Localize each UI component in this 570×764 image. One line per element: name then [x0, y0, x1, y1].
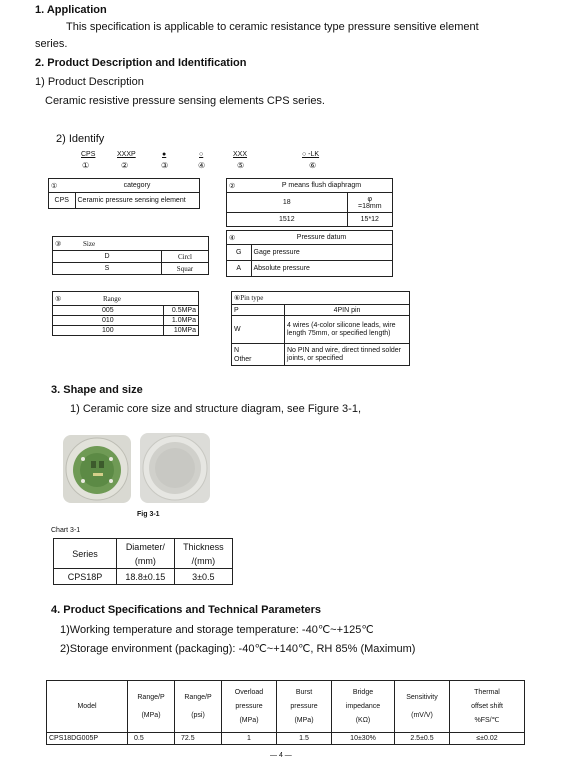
code-part-4: ○ [199, 151, 204, 158]
datum-desc-a: Absolute pressure [251, 261, 393, 277]
range-value: 1.0MPa [163, 316, 198, 326]
core-size-header-thickness [174, 539, 232, 569]
overload-label-1: Overload [234, 688, 264, 696]
pin-code-p: P [232, 305, 285, 316]
spec-sensitivity-value: 2.5±0.5 [395, 733, 450, 745]
section-3-subtext: 1) Ceramic core size and structure diagram, see Figure 3-1, [70, 403, 362, 415]
spec-overload-value: 1 [222, 733, 277, 745]
spec-header-range-psi [175, 681, 222, 733]
size-desc-d: Circl [161, 251, 208, 263]
bridge-label-1: Bridge [352, 688, 374, 696]
diaphragm-size-18: 18 [227, 193, 348, 213]
spec-header-model: Model [47, 681, 128, 733]
ceramic-core-photo-back [140, 433, 210, 503]
section-1-text: This specification is applicable to ceramic resistance type pressure sensitive element [66, 21, 479, 33]
chart-caption: Chart 3-1 [51, 527, 81, 534]
spec-header-bridge [332, 681, 395, 733]
overload-unit: (MPa) [239, 716, 259, 724]
spec-header-range-mpa [128, 681, 175, 733]
size-code-d: D [53, 251, 162, 263]
spec-thermal-value: ≤±0.02 [450, 733, 525, 745]
code-number-4: ④ [198, 161, 206, 170]
diaphragm-desc-1512: 15*12 [347, 213, 392, 227]
pin-code-n-label: N [234, 346, 240, 354]
spec-header-thermal [450, 681, 525, 733]
diaphragm-table-num: ② [227, 179, 252, 193]
thermal-unit: %FS/℃ [474, 716, 500, 724]
range-value: 0.5MPa [163, 306, 198, 316]
datum-desc-g: Gage pressure [251, 245, 393, 261]
thermal-label-2: offset shift [471, 702, 503, 710]
code-number-2: ② [121, 161, 129, 170]
range-psi-label: Range/P [184, 693, 212, 701]
datum-code-g: G [227, 245, 252, 261]
pin-desc-w: 4 wires (4-color silicone leads, wire length 75mm, or specified length) [285, 316, 410, 344]
code-number-1: ① [82, 161, 90, 170]
range-psi-unit: (psi) [191, 711, 205, 719]
page-number: — 4 — [270, 752, 292, 759]
core-size-thickness-value: 3±0.5 [174, 569, 232, 585]
core-size-header-series: Series [54, 539, 117, 569]
size-table-header: Size [81, 237, 209, 251]
code-number-6: ⑥ [309, 161, 317, 170]
category-table-header: category [75, 179, 200, 193]
diameter-unit: (mm) [134, 555, 156, 566]
ceramic-core-front-image [63, 435, 131, 503]
working-temperature-text: 1)Working temperature and storage temperature: -40℃~+125℃ [60, 624, 374, 636]
spec-burst-value: 1.5 [277, 733, 332, 745]
burst-unit: (MPa) [294, 716, 314, 724]
spec-range-psi-value: 72.5 [175, 733, 222, 745]
range-value: 10MPa [163, 326, 198, 336]
ceramic-core-photo-front [63, 435, 131, 503]
pin-desc-p: 4PIN pin [285, 305, 410, 316]
datum-code-a: A [227, 261, 252, 277]
pin-type-header: ⑥Pin type [232, 292, 410, 305]
category-name-cell: Ceramic pressure sensing element [75, 193, 200, 209]
diaphragm-table [226, 178, 393, 227]
product-description-text: Ceramic resistive pressure sensing elements CPS series. [45, 95, 325, 107]
range-code: 005 [53, 306, 164, 316]
pin-type-table [231, 291, 410, 366]
size-table [52, 236, 209, 275]
table-row [47, 733, 525, 745]
code-part-6: ○ -LK [302, 151, 320, 158]
spec-range-mpa-value: 0.5 [128, 733, 175, 745]
thermal-label-1: Thermal [474, 688, 500, 696]
code-part-3: ● [162, 151, 167, 158]
diaphragm-desc-18 [347, 193, 392, 213]
specification-table [46, 680, 525, 745]
range-row [53, 326, 199, 336]
category-code-cell: CPS [49, 193, 76, 209]
range-row [53, 316, 199, 326]
thickness-unit: /(mm) [191, 555, 216, 566]
range-mpa-unit: (MPa) [141, 711, 161, 719]
storage-environment-text: 2)Storage environment (packaging): -40℃~+140℃, RH 85% (Maximum) [60, 643, 416, 655]
range-row [53, 306, 199, 316]
burst-label-2: pressure [290, 702, 318, 710]
identify-subheading: 2) Identify [56, 133, 105, 145]
pin-code-n [232, 344, 285, 366]
code-part-5: XXX [233, 151, 248, 158]
range-table-num: ⑤ [53, 292, 76, 306]
spec-bridge-value: 10±30% [332, 733, 395, 745]
code-number-5: ⑤ [237, 161, 245, 170]
diaphragm-table-header: P means flush diaphragm [251, 179, 393, 193]
overload-label-2: pressure [235, 702, 263, 710]
size-desc-s: Squar [161, 263, 208, 275]
diaphragm-size-1512: 1512 [227, 213, 348, 227]
spec-header-overload [222, 681, 277, 733]
range-code: 100 [53, 326, 164, 336]
product-description-subheading: 1) Product Description [35, 76, 144, 88]
figure-caption: Fig 3-1 [137, 511, 160, 518]
section-3-heading: 3. Shape and size [51, 384, 143, 396]
section-1-text-cont: series. [35, 38, 68, 50]
range-table-header: Range [75, 292, 199, 306]
burst-label-1: Burst [295, 688, 313, 696]
core-size-table [53, 538, 233, 585]
sensitivity-unit: (mV/V) [411, 711, 433, 719]
bridge-unit: (KΩ) [355, 716, 371, 724]
pin-code-other-label: Other [234, 355, 252, 363]
sensitivity-label: Sensitivity [406, 693, 438, 701]
diaphragm-desc-18-text: =18mm [358, 202, 382, 210]
size-table-num: ③ [53, 237, 82, 251]
diameter-label: Diameter/ [125, 541, 165, 552]
spec-header-burst [277, 681, 332, 733]
core-size-series-value: CPS18P [54, 569, 117, 585]
thickness-label: Thickness [183, 541, 224, 552]
bridge-label-2: impedance [345, 702, 381, 710]
range-mpa-label: Range/P [137, 693, 165, 701]
datum-table-header: Pressure datum [251, 231, 393, 245]
spec-model-value: CPS18DG005P [47, 733, 128, 745]
core-size-header-diameter [117, 539, 175, 569]
pin-code-w: W [232, 316, 285, 344]
size-code-s: S [53, 263, 162, 275]
phi-symbol: φ [367, 195, 373, 203]
range-code: 010 [53, 316, 164, 326]
range-table [52, 291, 199, 336]
section-2-heading: 2. Product Description and Identification [35, 57, 247, 69]
section-1-heading: 1. Application [35, 4, 107, 16]
core-size-diameter-value: 18.8±0.15 [117, 569, 175, 585]
code-number-3: ③ [161, 161, 169, 170]
section-4-heading: 4. Product Specifications and Technical Parameters [51, 604, 321, 616]
code-part-2: XXXP [117, 151, 136, 158]
ceramic-core-back-image [140, 433, 210, 503]
pressure-datum-table [226, 230, 393, 277]
pin-desc-n: No PIN and wire, direct tinned solder joints, or specified [285, 344, 410, 366]
spec-header-sensitivity [395, 681, 450, 733]
datum-table-num: ④ [227, 231, 252, 245]
code-part-1: CPS [81, 151, 96, 158]
category-table [48, 178, 200, 209]
category-table-num: ① [49, 179, 76, 193]
